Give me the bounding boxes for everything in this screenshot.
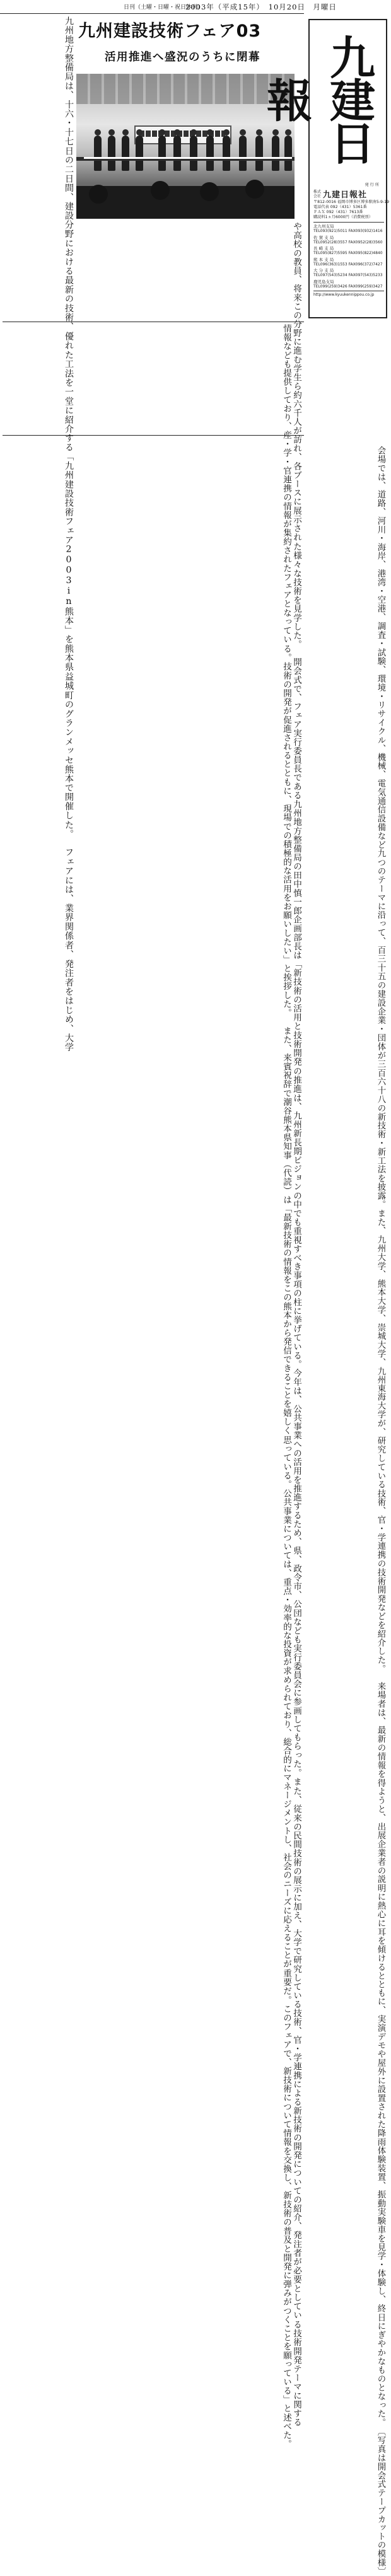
branch-item (313, 224, 384, 234)
company-fax: ＦＡＸ 092（431）7613番 (313, 210, 363, 214)
publisher-label: 発 行 所 (365, 183, 379, 187)
text-column-line: つのテーマに沿って、百三 (376, 858, 385, 964)
photo-ribbon (84, 157, 292, 159)
branch-item (313, 246, 384, 256)
text-column-line: 訪れ、各ブースに展示され (291, 435, 301, 542)
photo-head (200, 182, 219, 201)
text-column-line: 日にぎやかなものとなった。 (376, 2312, 385, 2427)
text-column-line: 新技術の開発についての紹 (291, 2106, 301, 2213)
publisher-info (313, 183, 390, 298)
photo-person (158, 136, 166, 171)
text-column-line: に加え、大学で研究してい (291, 1893, 301, 2000)
text-column-line: 資が求められており、総合 (281, 1648, 291, 1756)
subheadline: 活用推進へ盛況のうちに閉幕 (105, 51, 260, 64)
text-column-line: フェアには、業界関係 (64, 838, 74, 941)
text-column-line: の田中慎一郎企画部長は (291, 862, 301, 960)
text-column-line: で開催した。 (64, 783, 74, 839)
branch-contact: TEL096(363)1553 FAX096(372)7427 (313, 262, 383, 267)
headline: 九州建設技術フェア03 (78, 21, 262, 41)
company-tel: 電話代表 092（431）5361番 (313, 205, 367, 209)
branch-item (313, 268, 384, 278)
text-column-line: 益城町のグランメッセ熊本 (64, 671, 74, 784)
issue-date: 2003年（平成15年） 10月20日 月曜日 (185, 3, 337, 11)
company-name: 九建日報社 (323, 190, 368, 200)
text-column-line: 情報なども提供しており、 (281, 324, 291, 431)
subscription-fee: 購読料1ヵ月6000円（消費税別） (313, 215, 373, 219)
branch-contact: TEL097(543)5234 FAX097(543)5233 (313, 273, 383, 277)
text-column-line: るとともに、現場での積極 (281, 750, 291, 858)
text-column-line: る技術開発テーマに関する (291, 2319, 301, 2427)
photo-person (173, 136, 181, 171)
text-column-line: 発などを紹介した。 (376, 1594, 385, 1674)
photo-banner (134, 125, 231, 144)
text-column-line: の推進は、九州新長期ビ (291, 1066, 301, 1164)
text-column-line: 百六十八の新技術・新工法 (376, 1068, 385, 1174)
text-column-line: 技術の情報をこの熊本から (281, 1231, 291, 1338)
text-column-line: 的にマネージメントし、社 (281, 1755, 291, 1862)
text-column-line: 者、発注者をはじめ、大学 (64, 941, 74, 1052)
website-url[interactable]: http://www.kyuukennippou.co.jp (313, 293, 375, 297)
text-column-line: た、従来の民間技術の展示 (291, 1786, 301, 1893)
text-column-line: 年は、公共事業への活用を (291, 1378, 301, 1485)
text-column-line: 機械、電気通信設備など九 (376, 753, 385, 859)
text-column-line: 優れた工法を一堂に紹介す (64, 331, 74, 443)
text-column-line: 十五の建設企業・団体が三 (376, 963, 385, 1069)
text-column-line: 東海大学が、研究している (376, 1384, 385, 1490)
text-column-line: 介、発注者が必要としてい (291, 2213, 301, 2320)
branch-name: 佐 賀 支 局 (313, 235, 334, 240)
branch-list (313, 224, 384, 289)
text-column-line: を披露。また、九州大学、 (376, 1173, 385, 1279)
branch-name: 鹿児島支局 (313, 279, 334, 284)
text-column-line: 的な活用をお願いしたい」 (281, 857, 291, 965)
photo-person (94, 136, 102, 171)
text-column-line: 重要だ。このフェアで、新 (281, 1968, 291, 2075)
branch-item (313, 279, 384, 289)
header-rule (0, 13, 304, 14)
text-column-line: 会場では、道路、河川・ (376, 438, 385, 543)
text-column-line: 員長である九州地方整備局 (291, 755, 301, 862)
text-column-line: 003in熊本」を熊本県 (64, 555, 74, 672)
photo-person (190, 136, 197, 171)
text-column-line: 六・十七日の二日間、建設 (64, 109, 74, 221)
text-column-line: る。技術の開発が促進され (281, 644, 291, 751)
text-column-line: 置された降雨体験装置、振 (376, 2094, 385, 2200)
photo-head (245, 180, 264, 199)
photo-person (223, 136, 230, 171)
photo-head (151, 181, 170, 200)
text-column-line: 技術について情報を交換 (281, 2075, 291, 2173)
branch-contact: TEL095(827)5595 FAX095(822)4840 (313, 251, 383, 255)
text-column-line: 動実験車を見学・体験し、終 (376, 2199, 385, 2313)
photo-person (284, 136, 292, 171)
text-column-line: 野に進む学生ら約六千人が (291, 328, 301, 436)
photo-person (272, 136, 279, 171)
text-column-line: 「新技術の活用と技術開発 (291, 960, 301, 1067)
text-column-line: 本県知事（代読）は「最新 (281, 1124, 291, 1231)
text-column-line: 〔写真は開会式テープカッ (376, 2427, 385, 2532)
branch-item (313, 257, 384, 267)
text-column-line: 約されたフェアとなってい (281, 537, 291, 644)
tier-rule-2 (3, 435, 304, 436)
photo-person (136, 136, 143, 171)
text-column-line: し、新技術の普及と開発に (281, 2173, 291, 2280)
text-column-line: 分野における最新の技術、 (64, 220, 74, 332)
photo-head (89, 185, 108, 204)
text-column-line: 来場者は、最新の情報を (376, 1673, 385, 1778)
photo-person (255, 136, 263, 171)
text-column-line: や高校の教員、将来この分 (291, 222, 301, 329)
text-column-line: 九州地方整備局は、十 (64, 16, 74, 109)
text-column-line: 熊本大学、崇城大学、九州 (376, 1279, 385, 1384)
text-column-line: 市、公団なども実行委員 (291, 1582, 301, 1680)
masthead-title: 九建日報 (259, 34, 376, 163)
text-column-line: トの模様〕 (376, 2532, 385, 2576)
text-column-line: もに、実演デモや屋外に設 (376, 1988, 385, 2094)
text-column-line: 会に参画してもらった。ま (291, 1680, 301, 1787)
text-column-line: 推進するため、県、政令 (291, 1484, 301, 1582)
branch-name: 熊 本 支 局 (313, 257, 334, 262)
text-column-line: る「九州建設技術フェア2 (64, 443, 74, 555)
photo-person (239, 136, 247, 171)
text-column-line: 思っている。公共事業につ (281, 1435, 291, 1542)
branch-name: 大 分 支 局 (313, 268, 334, 273)
company-address: 〒812-0016 福岡市博多区博多駅南5-9-19 (313, 200, 390, 204)
branch-contact: TEL0952(28)3557 FAX0952(28)3560 (313, 240, 383, 245)
branch-item (313, 235, 384, 245)
text-column-line: 技術、官・学連携の技術開 (376, 1489, 385, 1594)
branch-name: 北九州支局 (313, 224, 334, 229)
article-text-top-left (3, 16, 74, 1052)
text-column-line: ジョンの中でも重視すべき (291, 1164, 301, 1271)
text-column-line: た様々な技術を見学した。 (291, 542, 301, 649)
text-column-line: 試験、環境・リサイクル、 (376, 647, 385, 753)
text-column-line: と挨拶した。 (281, 964, 291, 1018)
branch-contact: TEL093(921)5011 FAX093(932)1416 (313, 229, 383, 233)
photo-person (122, 136, 129, 171)
text-column-line: 発信できることを嬉しく (281, 1337, 291, 1436)
text-column-line: 開会式で、フェア実行委 (291, 648, 301, 756)
publication-schedule: 日刊（土曜・日曜・祝日休刊） (124, 4, 204, 11)
text-column-line: 会のニーズに応えることが (281, 1862, 291, 1969)
masthead-divider (313, 222, 384, 223)
text-column-line: る」と述べた。 (281, 2386, 291, 2449)
text-column-line: 事項の柱に挙げている。今 (291, 1270, 301, 1378)
text-column-line: 得ようと、出展企業者の説 (376, 1778, 385, 1884)
text-column-line: る技術、官・学連携による (291, 2000, 301, 2107)
branch-name: 長 崎 支 局 (313, 246, 334, 251)
date-line (0, 0, 391, 14)
photo-person (108, 136, 115, 171)
text-column-line: いては、重点・効率的な投 (281, 1541, 291, 1649)
branch-contact: TEL099(259)3426 FAX099(259)3427 (313, 284, 383, 289)
text-column-line: 弾みがつくことを願ってい (281, 2280, 291, 2387)
company-prefix: 株式会社 (313, 189, 322, 199)
text-column-line: 明に熱心に耳を傾けるとと (376, 1883, 385, 1989)
text-column-line: 産・学・官連携の情報が集 (281, 431, 291, 538)
text-column-line: また、来賓祝辞で潮谷熊 (281, 1017, 291, 1125)
text-column-line: 海岸、港湾・空港、調査・ (376, 542, 385, 648)
photo-person (206, 136, 214, 171)
